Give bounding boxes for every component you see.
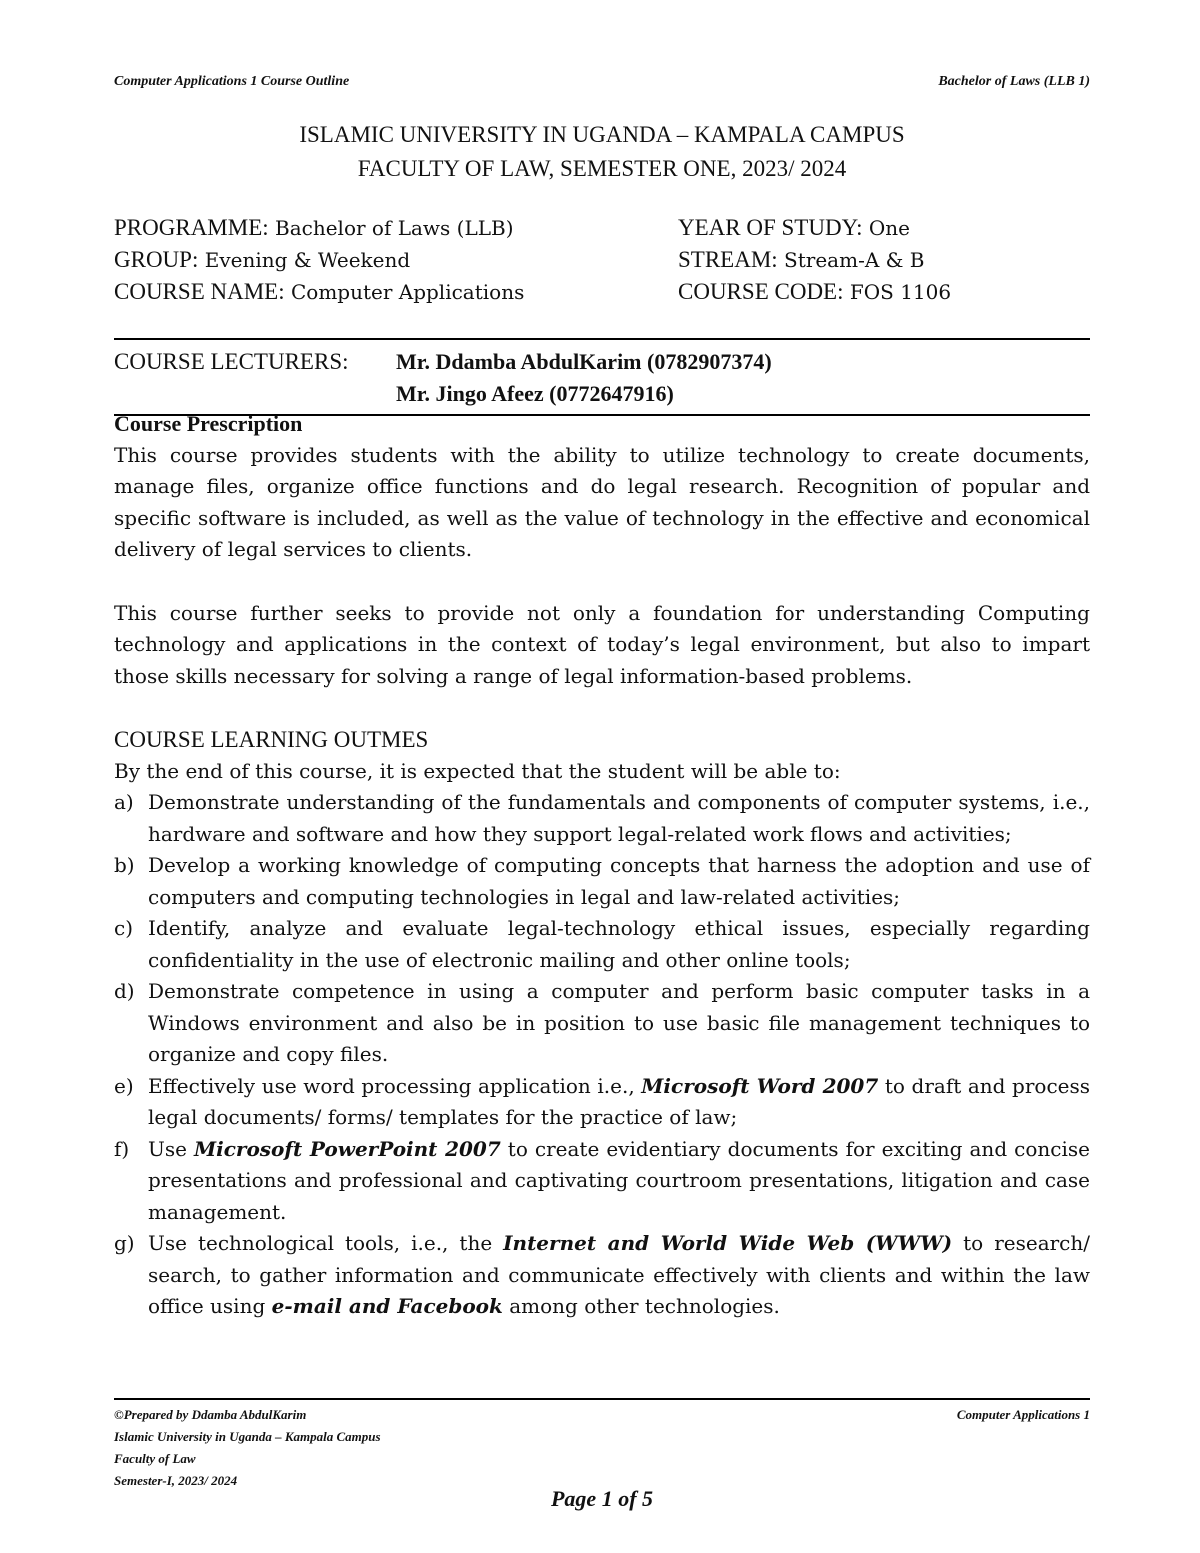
stream-label: STREAM: [678,247,778,272]
info-row-1 [114,212,1090,244]
group-label: GROUP: [114,247,199,272]
programme-label: PROGRAMME: [114,215,269,240]
programme-value: Bachelor of Laws (LLB) [275,216,514,240]
outcomes-list [114,787,1090,1323]
lecturers-section [114,338,1090,416]
group-value: Evening & Weekend [204,248,411,272]
footer-prepared: ©Prepared by Ddamba AbdulKarim [114,1407,307,1422]
list-item: f) Use Microsoft PowerPoint 2007 to create evidentiary documents for exciting and concise presentations and professional and captivating courtroom presentations, litigation and case management. [114,1136,1090,1224]
outcomes-intro: By the end of this course, it is expected that the student will be able to: [114,758,841,783]
course-info [114,212,1090,308]
running-header [114,74,1090,90]
list-item: c) Identify, analyze and evaluate legal-technology ethical issues, especially regarding confidentiality in the use of electronic mailing and other online tools; [114,916,1090,972]
footer-university: Islamic University in Uganda – Kampala Campus [114,1429,381,1444]
list-item: e) Effectively use word processing application i.e., Microsoft Word 2007 to draft and process legal documents/ forms/ templates for the practice of law; [114,1073,1091,1129]
year-value: One [868,216,910,240]
year-label: YEAR OF STUDY: [678,215,863,240]
prescription-heading: Course Prescription [114,411,303,436]
info-row-2 [114,244,1090,276]
lecturer-name: Mr. Ddamba AbdulKarim (0782907374) [396,349,772,374]
page-footer [114,1398,1090,1492]
course-name-value: Computer Applications [290,280,525,304]
footer-course: Computer Applications 1 [956,1407,1090,1422]
info-row-3 [114,276,1090,308]
header-left: Computer Applications 1 Course Outline [114,74,350,89]
outcomes-heading: COURSE LEARNING OUTMES [114,727,429,752]
header-right: Bachelor of Laws (LLB 1) [938,74,1090,89]
title-line-2: FACULTY OF LAW, SEMESTER ONE, 2023/ 2024 [357,156,847,181]
lecturer-name: Mr. Jingo Afeez (0772647916) [396,381,674,406]
footer-faculty: Faculty of Law [114,1451,196,1466]
lecturers-label: COURSE LECTURERS: [114,349,349,374]
prescription-paragraph: This course provides students with the ability to utilize technology to create documents, manage files, organize office functions and do legal research. Recognition of popular and specific software is included, as well as the value of technology in the effective and economical delivery of legal services to clients. [114,442,1090,561]
list-item: g) Use technological tools, i.e., the Internet and World Wide Web (WWW) to research/ search, to gather information and communicate effectively with clients and within the law office using e-mail and Facebook among other technologies. [114,1231,1090,1318]
list-item: a) Demonstrate understanding of the fundamentals and components of computer systems, i.e., hardware and software and how they support legal-related work flows and activities; [114,790,1090,846]
list-item: d) Demonstrate competence in using a computer and perform basic computer tasks in a Windows environment and also be in position to use basic file management techniques to organize and copy files. [114,979,1090,1066]
course-code-label: COURSE CODE: [678,279,844,304]
footer-semester: Semester-I, 2023/ 2024 [114,1473,238,1488]
list-item: b) Develop a working knowledge of computing concepts that harness the adoption and use of computers and computing technologies in legal and law-related activities; [114,853,1090,909]
stream-value: Stream-A & B [784,248,925,272]
page-number: Page 1 of 5 [550,1486,654,1511]
document-title [114,118,1090,186]
document-body [114,408,1090,1323]
course-code-value: FOS 1106 [849,280,952,304]
course-name-label: COURSE NAME: [114,279,285,304]
title-line-1: ISLAMIC UNIVERSITY IN UGANDA – KAMPALA CAMPUS [299,122,905,147]
prescription-paragraph: This course further seeks to provide not only a foundation for understanding Computing technology and applications in the context of today’s legal environment, but also to impart those skills necessary for solving a range of legal information-based problems. [114,600,1090,688]
